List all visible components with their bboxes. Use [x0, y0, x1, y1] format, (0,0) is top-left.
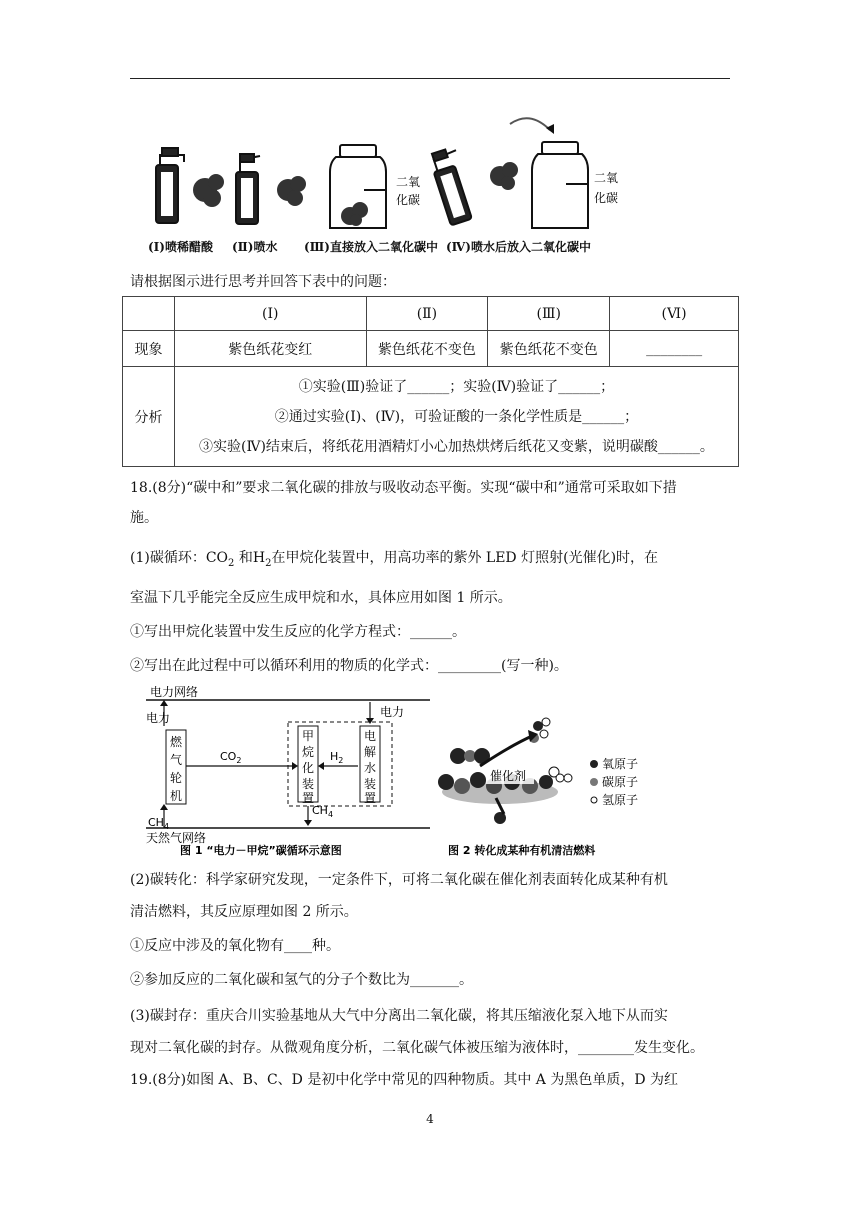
legend-hydrogen: 氢原子 [602, 793, 639, 807]
q18-line-2: 施。 [130, 510, 158, 526]
h2-subscript: 2 [265, 557, 272, 569]
carbon-cycle-illustration [140, 686, 660, 858]
q19-line-1: 19.(8分)如图 A、B、C、D 是初中化学中常见的四种物质。其中 A 为黑色单质，D 为红 [130, 1072, 679, 1088]
q18-part2-line1: (2)碳转化：科学家研究发现，一定条件下，可将二氧化碳在催化剂表面转化成某种有机 [130, 872, 668, 888]
co2-flow-label: $CO_2$ [220, 750, 242, 765]
table-header-cell: (Ⅵ) [610, 297, 739, 331]
power-left-label: 电力 [146, 711, 171, 725]
phenomenon-cell: 紫色纸花不变色 [366, 331, 488, 367]
and-text: 和 [238, 550, 253, 566]
co2-label-2: 二氧 [594, 171, 619, 185]
part1-label: (1)碳循环： [130, 550, 206, 566]
arrow-left-icon [318, 762, 324, 770]
row-label-analysis: 分析 [123, 367, 175, 467]
co2-text: CO [205, 550, 229, 566]
turbine-char: 轮 [170, 771, 183, 785]
methanation-char: 甲 [302, 729, 315, 743]
intro-text: 请根据图示进行思考并回答下表中的问题： [130, 274, 396, 290]
electrolysis-char: 解 [364, 745, 377, 759]
phenomenon-cell: 紫色纸花不变色 [488, 331, 610, 367]
table-row-phenomenon [123, 331, 739, 367]
co2-label-1: 二氧 [396, 175, 421, 189]
gas-grid-label: 天然气网络 [146, 831, 207, 845]
co2-label-2b: 化碳 [594, 191, 619, 205]
q18-part1-question2: ②写出在此过程中可以循环利用的物质的化学式：_________(写一种)。 [130, 658, 568, 674]
electrolysis-char: 电 [364, 729, 377, 743]
paper-flower-1-icon [193, 174, 224, 207]
h2-formula [252, 550, 272, 569]
electrolysis-char: 置 [364, 791, 377, 805]
caption-experiment-1: (Ⅰ)喷稀醋酸 [148, 240, 213, 254]
arrow-icon [510, 118, 550, 130]
table-header-cell: (Ⅰ) [174, 297, 366, 331]
oxygen-atom-legend-icon [590, 760, 598, 768]
phenomenon-cell: 紫色纸花变红 [174, 331, 366, 367]
co2-label-1b: 化碳 [396, 193, 421, 207]
q18-part1-line2: 室温下几乎能完全反应生成甲烷和水，具体应用如图 1 所示。 [130, 590, 512, 606]
ch4-right-label: $CH_4$ [312, 804, 334, 819]
ch4-left-label: $CH_4$ [148, 816, 170, 831]
carbon-atom-legend-icon [590, 778, 598, 786]
paper-flower-4-icon [490, 162, 518, 190]
row-label-phenomenon: 现象 [123, 331, 175, 367]
methanation-char: 烷 [302, 745, 315, 759]
co2-formula [205, 550, 235, 569]
figure1-caption: 图 1 “电力－甲烷”碳循环示意图 [180, 844, 342, 857]
experiment-table [122, 296, 739, 467]
phenomenon-answer-blank[interactable]: ________ [610, 331, 739, 367]
header-rule [130, 78, 730, 79]
jar-4-icon [532, 142, 588, 228]
caption-experiment-4: (Ⅳ)喷水后放入二氧化碳中 [446, 240, 591, 254]
arrow-right-icon [292, 762, 298, 770]
turbine-char: 气 [170, 753, 183, 767]
methanation-char: 装 [302, 777, 315, 791]
caption-experiment-2: (Ⅱ)喷水 [232, 240, 278, 254]
turbine-char: 燃 [170, 735, 183, 749]
power-grid-label: 电力网络 [150, 686, 199, 699]
q18-part2-line2: 清洁燃料，其反应原理如图 2 所示。 [130, 904, 358, 920]
experiment-illustration [150, 110, 630, 235]
analysis-line-1: ①实验(Ⅲ)验证了______；实验(Ⅳ)验证了______； [298, 378, 615, 395]
analysis-line-3: ③实验(Ⅳ)结束后，将纸花用酒精灯小心加热烘烤后纸花又变紫，说明碳酸______。 [199, 438, 714, 455]
spray-bottle-1-icon [156, 148, 184, 223]
paper-flower-2-icon [277, 176, 306, 206]
turbine-char: 机 [170, 789, 183, 803]
q18-line-1: 18.(8分)“碳中和”要求二氧化碳的排放与吸收动态平衡。实现“碳中和”通常可采取如下措 [130, 480, 677, 496]
electrolysis-char: 装 [364, 777, 377, 791]
caption-experiment-3: (Ⅲ)直接放入二氧化碳中 [304, 240, 438, 254]
spray-bottle-2-icon [236, 154, 260, 224]
q18-part2-question2: ②参加反应的二氧化碳和氢气的分子个数比为_______。 [130, 972, 473, 988]
table-header-row [123, 297, 739, 331]
q18-part2-question1: ①反应中涉及的氧化物有____种。 [130, 938, 340, 954]
table-row-analysis [123, 367, 739, 467]
page-number: 4 [426, 1112, 434, 1126]
catalyst-label: 催化剂 [490, 769, 527, 783]
figure2-caption: 图 2 转化成某种有机清洁燃料 [448, 844, 596, 857]
power-right-label: 电力 [380, 705, 405, 719]
q18-part1-question1: ①写出甲烷化装置中发生反应的化学方程式：______。 [130, 624, 466, 640]
methanation-char: 置 [302, 791, 315, 805]
methanation-char: 化 [302, 761, 315, 775]
h2-text: H [252, 550, 266, 566]
arrow-head-icon [546, 124, 554, 134]
hydrogen-atom-legend-icon [591, 797, 597, 803]
q18-part1-line1 [130, 548, 658, 574]
part1-text: 在甲烷化装置中，用高功率的紫外 LED 灯照射(光催化)时，在 [271, 550, 659, 566]
table-header-cell: (Ⅱ) [366, 297, 488, 331]
legend-carbon: 碳原子 [602, 775, 639, 789]
analysis-line-2: ②通过实验(Ⅰ)、(Ⅳ)，可验证酸的一条化学性质是______； [274, 408, 639, 425]
legend-oxygen: 氧原子 [602, 757, 639, 771]
table-header-cell: (Ⅲ) [488, 297, 610, 331]
analysis-cell [174, 367, 738, 467]
carbon-cycle-figure [140, 686, 660, 858]
co2-subscript: 2 [228, 557, 235, 569]
q18-part3-line1: (3)碳封存：重庆合川实验基地从大气中分离出二氧化碳，将其压缩液化泵入地下从而实 [130, 1008, 668, 1024]
electrolysis-char: 水 [364, 761, 377, 775]
experiment-figure [150, 110, 630, 260]
table-corner-cell [123, 297, 175, 331]
spray-bottle-4-icon [428, 146, 477, 225]
q18-part3-line2: 现对二氧化碳的封存。从微观角度分析，二氧化碳气体被压缩为液体时，________发生变化。 [130, 1040, 704, 1056]
h2-flow-label: $H_2$ [330, 750, 344, 765]
paper-flower-3-icon [341, 202, 368, 226]
